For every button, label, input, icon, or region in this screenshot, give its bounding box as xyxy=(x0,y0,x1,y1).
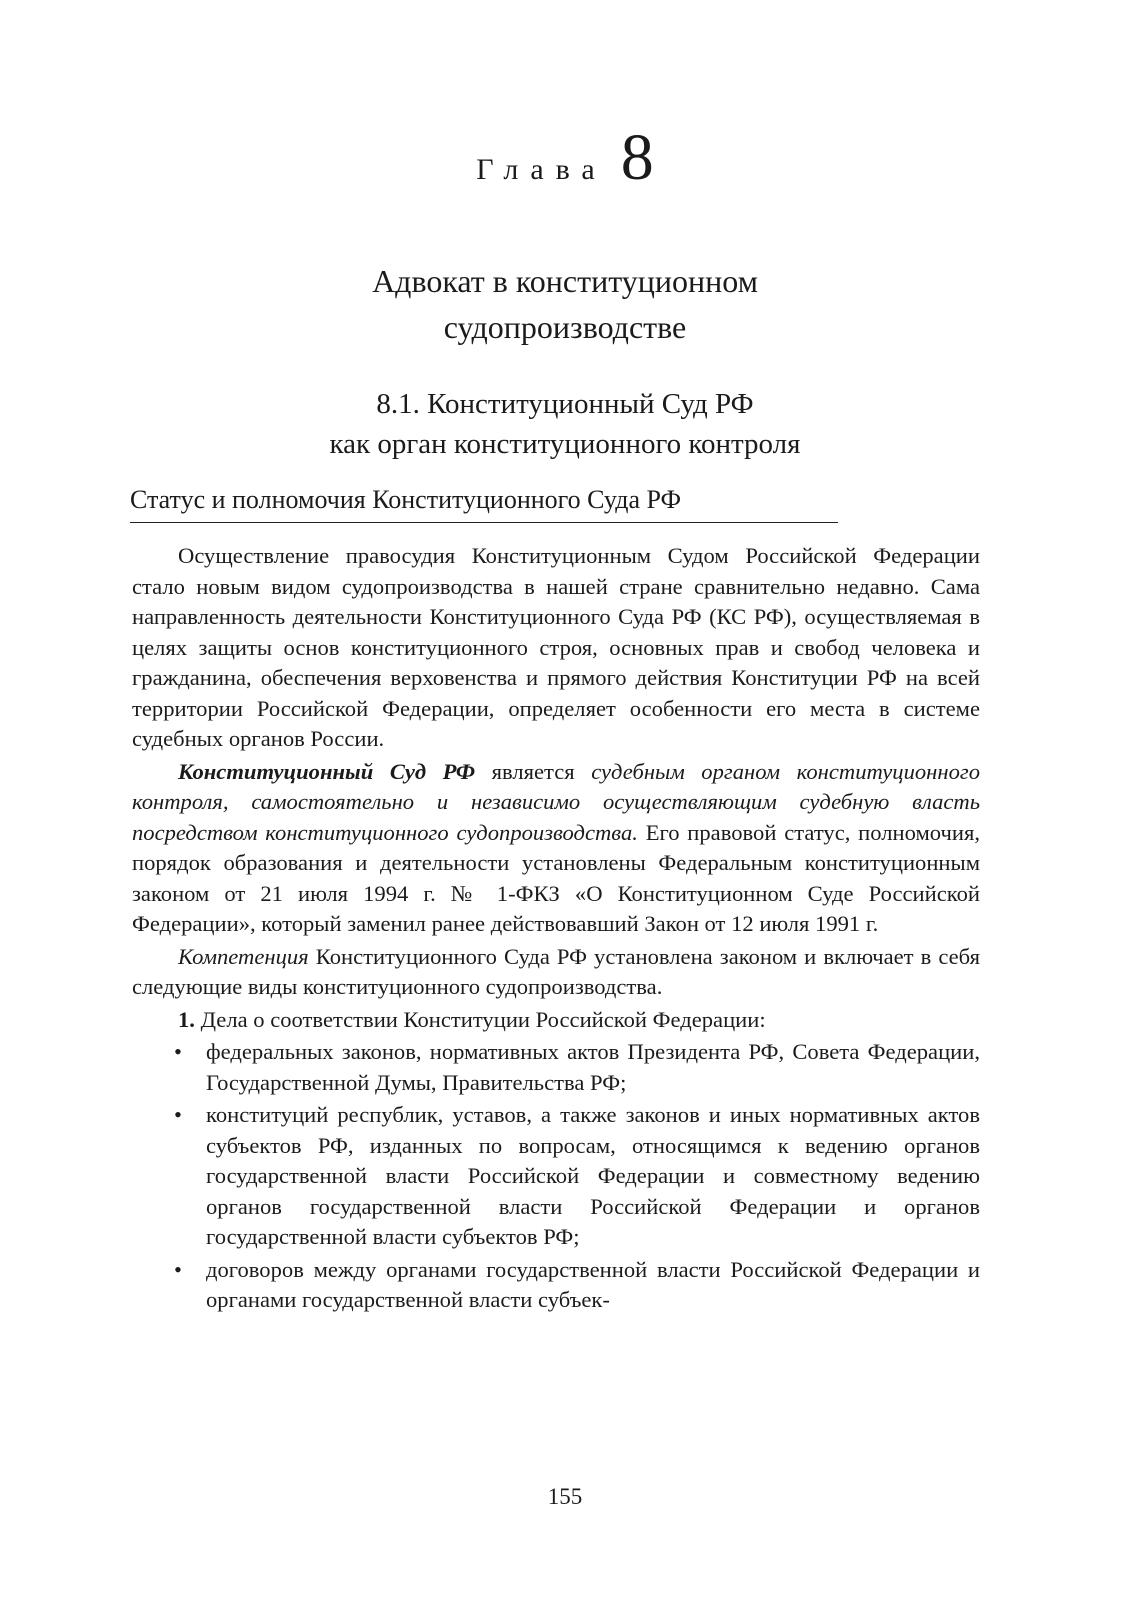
paragraph-3-term: Компетенция xyxy=(178,943,309,969)
paragraph-3-rest: Конституционного Суда РФ установлена законом и включает в себя следующие виды конституционного судопроизводства. xyxy=(132,943,980,999)
chapter-title-line-1: Адвокат в конституционном xyxy=(372,263,758,299)
bullet-item-2 xyxy=(174,1100,980,1253)
paragraph-2 xyxy=(132,757,980,940)
bullet-icon: • xyxy=(174,1039,182,1064)
paragraph-2-definition: судебным органом конституционного контроля, самостоятельно и независимо осуществляющим судебную власть посредством конституционного судопроизводства. xyxy=(132,758,980,845)
bullet-item-1-text: федеральных законов, нормативных актов Президента РФ, Совета Федерации, Государственной Думы, Правительства РФ; xyxy=(206,1039,980,1095)
chapter-word: Глава xyxy=(476,153,607,186)
list-item-1-number: 1. xyxy=(178,1006,195,1032)
list-item-1 xyxy=(132,1005,980,1036)
bullet-list xyxy=(132,1037,980,1316)
bullet-item-3-text: договоров между органами государственной власти Российской Федерации и органами государственной власти субъек- xyxy=(206,1256,980,1312)
paragraph-2-mid: является xyxy=(475,758,592,784)
bullet-item-1 xyxy=(174,1037,980,1098)
subsection-heading: Статус и полномочия Конституционного Суда РФ xyxy=(130,482,838,523)
chapter-title-line-2: судопроизводстве xyxy=(443,309,687,345)
bullet-icon: • xyxy=(174,1102,182,1127)
section-title-line-2: как орган конституционного контроля xyxy=(329,428,801,460)
body-text xyxy=(132,541,980,1318)
chapter-heading xyxy=(0,120,1130,196)
bullet-item-3 xyxy=(174,1255,980,1316)
bullet-icon: • xyxy=(174,1256,182,1282)
paragraph-1: Осуществление правосудия Конституционным Судом Российской Федерации стало новым видом судопроизводства в нашей стране сравнительно недавно. Сама направленность деятельности Конституционного Суда РФ (КС РФ), осуществляемая в целях защиты основ конституционного строя, основных прав и свобод человека и гражданина, обеспечения верховенства и прямого действия Конституции РФ на всей территории Российской Федерации, определяет особенности его места в системе судебных органов России. xyxy=(132,543,980,751)
list-item-1-text: Дела о соответствии Конституции Российской Федерации: xyxy=(194,1006,766,1032)
chapter-title xyxy=(0,258,1130,350)
paragraph-2-rest: Его правовой статус, полномочия, порядок образования и деятельности установлены Федеральным конституционным законом от 21 июля 1994 г. № 1-ФКЗ «О Конституционном Суде Российской Федерации», который заменил ранее действовавший Закон от 12 июля 1991 г. xyxy=(132,819,980,936)
chapter-number: 8 xyxy=(620,121,654,194)
section-title xyxy=(0,384,1130,464)
page-number: 155 xyxy=(547,1484,583,1509)
bullet-item-2-text: конституций республик, уставов, а также законов и иных нормативных актов субъектов РФ, изданных по вопросам, относящимся к ведению органов государственной власти Российской Федерации и совместному ведению органов государственной власти Российской Федерации и органов государственной власти субъектов РФ; xyxy=(206,1102,980,1249)
section-title-line-1: 8.1. Конституционный Суд РФ xyxy=(376,388,754,420)
paragraph-2-term: Конституционный Суд РФ xyxy=(178,758,476,784)
paragraph-3 xyxy=(132,942,980,1003)
